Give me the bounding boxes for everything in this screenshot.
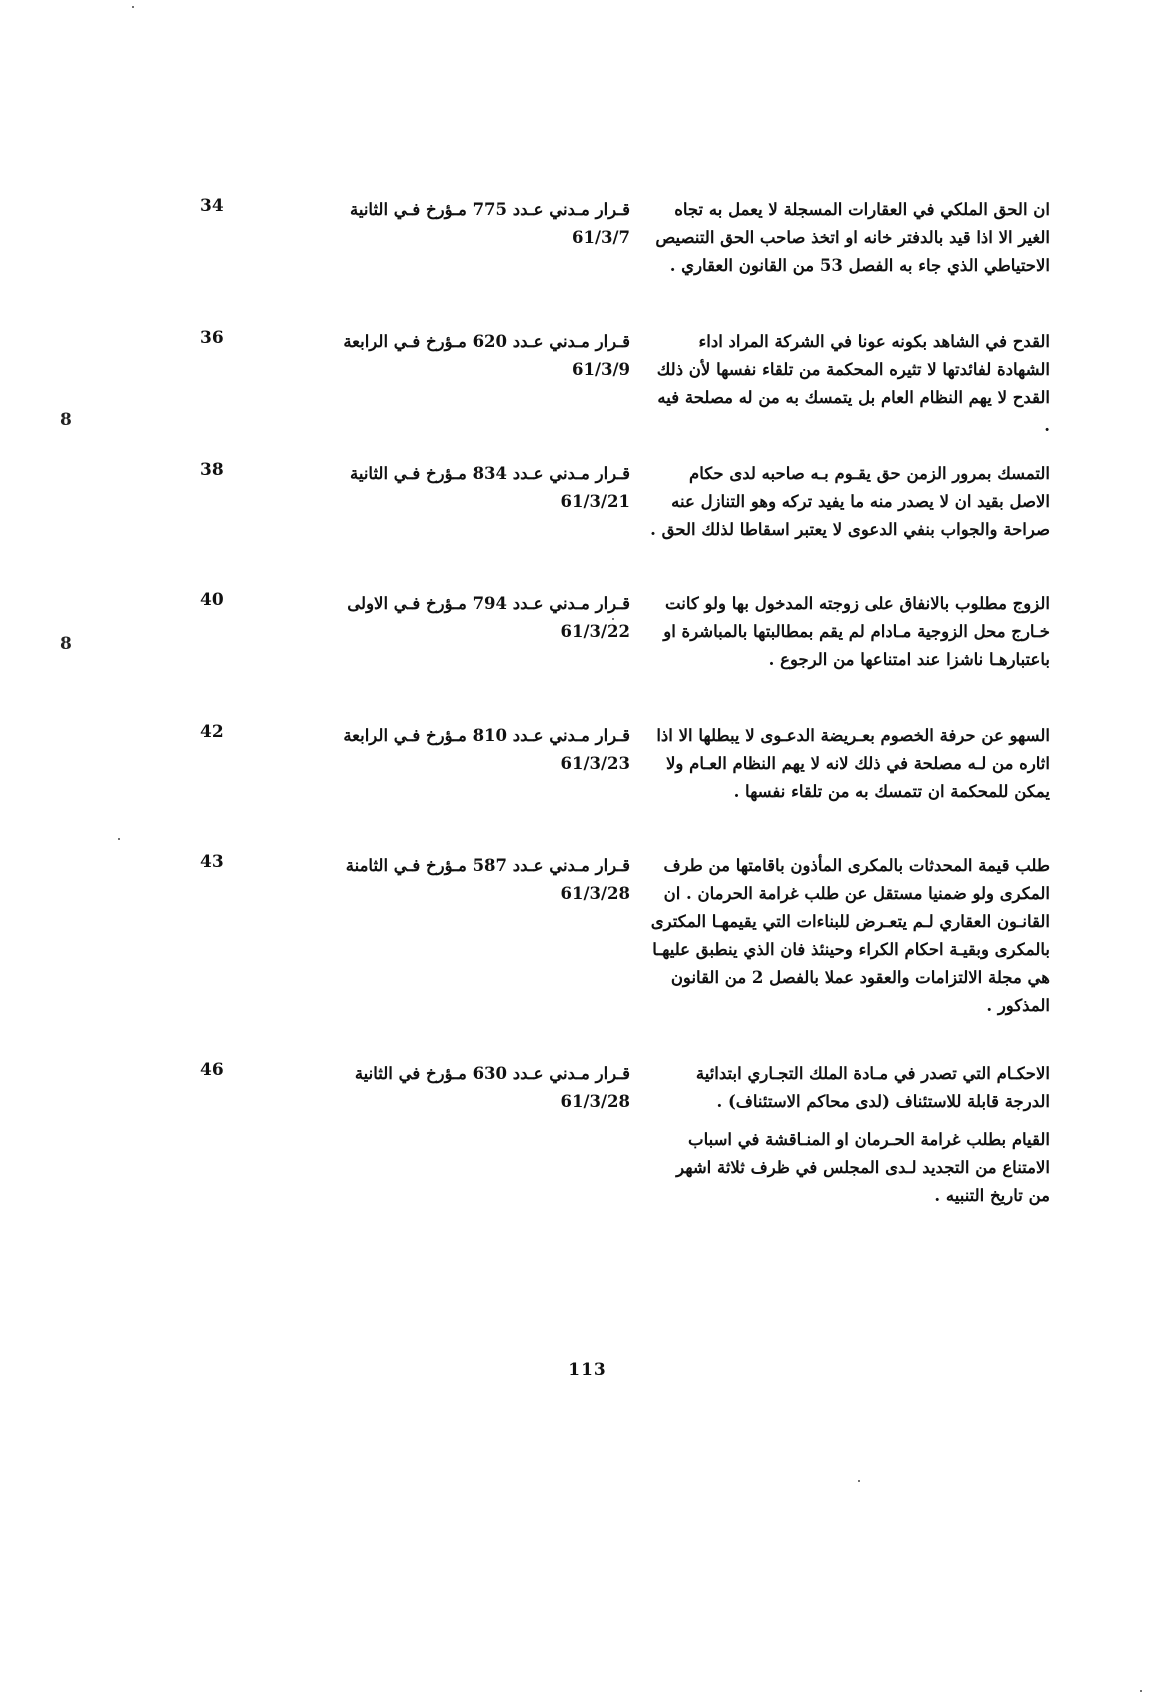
entry-summary xyxy=(650,1060,1050,1220)
decision-reference xyxy=(275,852,630,908)
summary-paragraph: الزوج مطلوب بالانفاق على زوجته المدخول بها ولو كانت خـارج محل الزوجية مـادام لم يقم بمطالبتها بالمباشرة او باعتبارهـا ناشزا عند امتناعها من الرجوع . xyxy=(663,594,1050,669)
summary-paragraph: القدح في الشاهد بكونه عونا في الشركة المراد اداء الشهادة لفائدتها لا تثيره المحكمة من تلقاء نفسها لأن ذلك القدح لا يهم النظام العام بل يتمسك به من له مصلحة فيه . xyxy=(656,332,1050,435)
page-number: 46 xyxy=(200,1060,224,1080)
decision-date: 61/3/28 xyxy=(560,1092,630,1111)
page-number: 36 xyxy=(200,328,224,348)
summary-paragraph: التمسك بمرور الزمن حق يقـوم بـه صاحبه لدى حكام الاصل بقيد ان لا يصدر منه ما يفيد تركه وهو التنازل عنه صراحة والجواب بنفي الدعوى لا يعتبر اسقاطا لذلك الحق . xyxy=(650,464,1050,539)
entry-summary xyxy=(650,196,1050,290)
decision-reference xyxy=(275,460,630,516)
summary-paragraph: السهو عن حرفة الخصوم بعـريضة الدعـوى لا يبطلها الا اذا اثاره من لـه مصلحة في ذلك لانه لا يهم النظام العـام ولا يمكن للمحكمة ان تتمسك به من تلقاء نفسها . xyxy=(656,726,1050,801)
summary-paragraph: القيام بطلب غرامة الحـرمان او المنـاقشة في اسباب الامتناع من التجديد لـدى المجلس في ظرف ثلاثة اشهر من تاريخ التنبيه . xyxy=(676,1130,1050,1205)
footer-page-number: 113 xyxy=(568,1360,607,1380)
decision-reference xyxy=(275,196,630,252)
scan-speck xyxy=(1140,1690,1142,1692)
decision-date: 61/3/7 xyxy=(572,228,630,247)
decision-text: قـرار مـدني عـدد 630 مـؤرخ في الثانية xyxy=(354,1064,630,1083)
summary-paragraph: ان الحق الملكي في العقارات المسجلة لا يعمل به تجاه الغير الا اذا قيد بالدفتر خانه او اتخذ صاحب الحق التنصيص الاحتياطي الذي جاء به الفصل 53 من القانون العقاري . xyxy=(655,200,1050,275)
decision-reference xyxy=(275,590,630,646)
scan-speck xyxy=(612,618,614,620)
scan-speck xyxy=(118,838,120,840)
page-number: 40 xyxy=(200,590,224,610)
entry-summary xyxy=(650,328,1050,450)
scan-speck xyxy=(858,1480,860,1482)
entry-summary xyxy=(650,460,1050,554)
page-number: 42 xyxy=(200,722,224,742)
decision-reference xyxy=(275,722,630,778)
decision-date: 61/3/9 xyxy=(572,360,630,379)
decision-reference xyxy=(275,328,630,384)
entry-summary xyxy=(650,590,1050,684)
decision-date: 61/3/21 xyxy=(560,492,630,511)
decision-text: قـرار مـدني عـدد 587 مـؤرخ فـي الثامنة xyxy=(345,856,630,875)
decision-date: 61/3/22 xyxy=(560,622,630,641)
page-number: 38 xyxy=(200,460,224,480)
summary-paragraph: طلب قيمة المحدثات بالمكرى المأذون باقامتها من طرف المكرى ولو ضمنيا مستقل عن طلب غرامة الحرمان . ان القانـون العقاري لـم يتعـرض للبناءات التي يقيمهـا المكترى بالمكرى وبقيـة احكام الكراء وحينئذ فان الذي ينطبق عليهـا هي مجلة الالتزامات والعقود عملا بالفصل 2 من القانون المذكور . xyxy=(650,856,1050,1015)
decision-text: قـرار مـدني عـدد 775 مـؤرخ فـي الثانية xyxy=(350,200,630,219)
decision-date: 61/3/28 xyxy=(560,884,630,903)
margin-mark: 8 xyxy=(60,634,72,654)
page-number: 34 xyxy=(200,196,224,216)
decision-date: 61/3/23 xyxy=(560,754,630,773)
entry-summary xyxy=(650,722,1050,816)
decision-reference xyxy=(275,1060,630,1116)
decision-text: قـرار مـدني عـدد 620 مـؤرخ فـي الرابعة xyxy=(343,332,630,351)
summary-paragraph: الاحكـام التي تصدر في مـادة الملك التجـاري ابتدائية الدرجة قابلة للاستئناف (لدى محاكم الاستئناف) . xyxy=(695,1064,1050,1111)
margin-mark: 8 xyxy=(60,410,72,430)
page-number: 43 xyxy=(200,852,224,872)
decision-text: قـرار مـدني عـدد 794 مـؤرخ فـي الاولى xyxy=(347,594,630,613)
entry-summary xyxy=(650,852,1050,1030)
scan-speck xyxy=(132,6,134,8)
decision-text: قـرار مـدني عـدد 834 مـؤرخ فـي الثانية xyxy=(350,464,630,483)
decision-text: قـرار مـدني عـدد 810 مـؤرخ فـي الرابعة xyxy=(343,726,630,745)
